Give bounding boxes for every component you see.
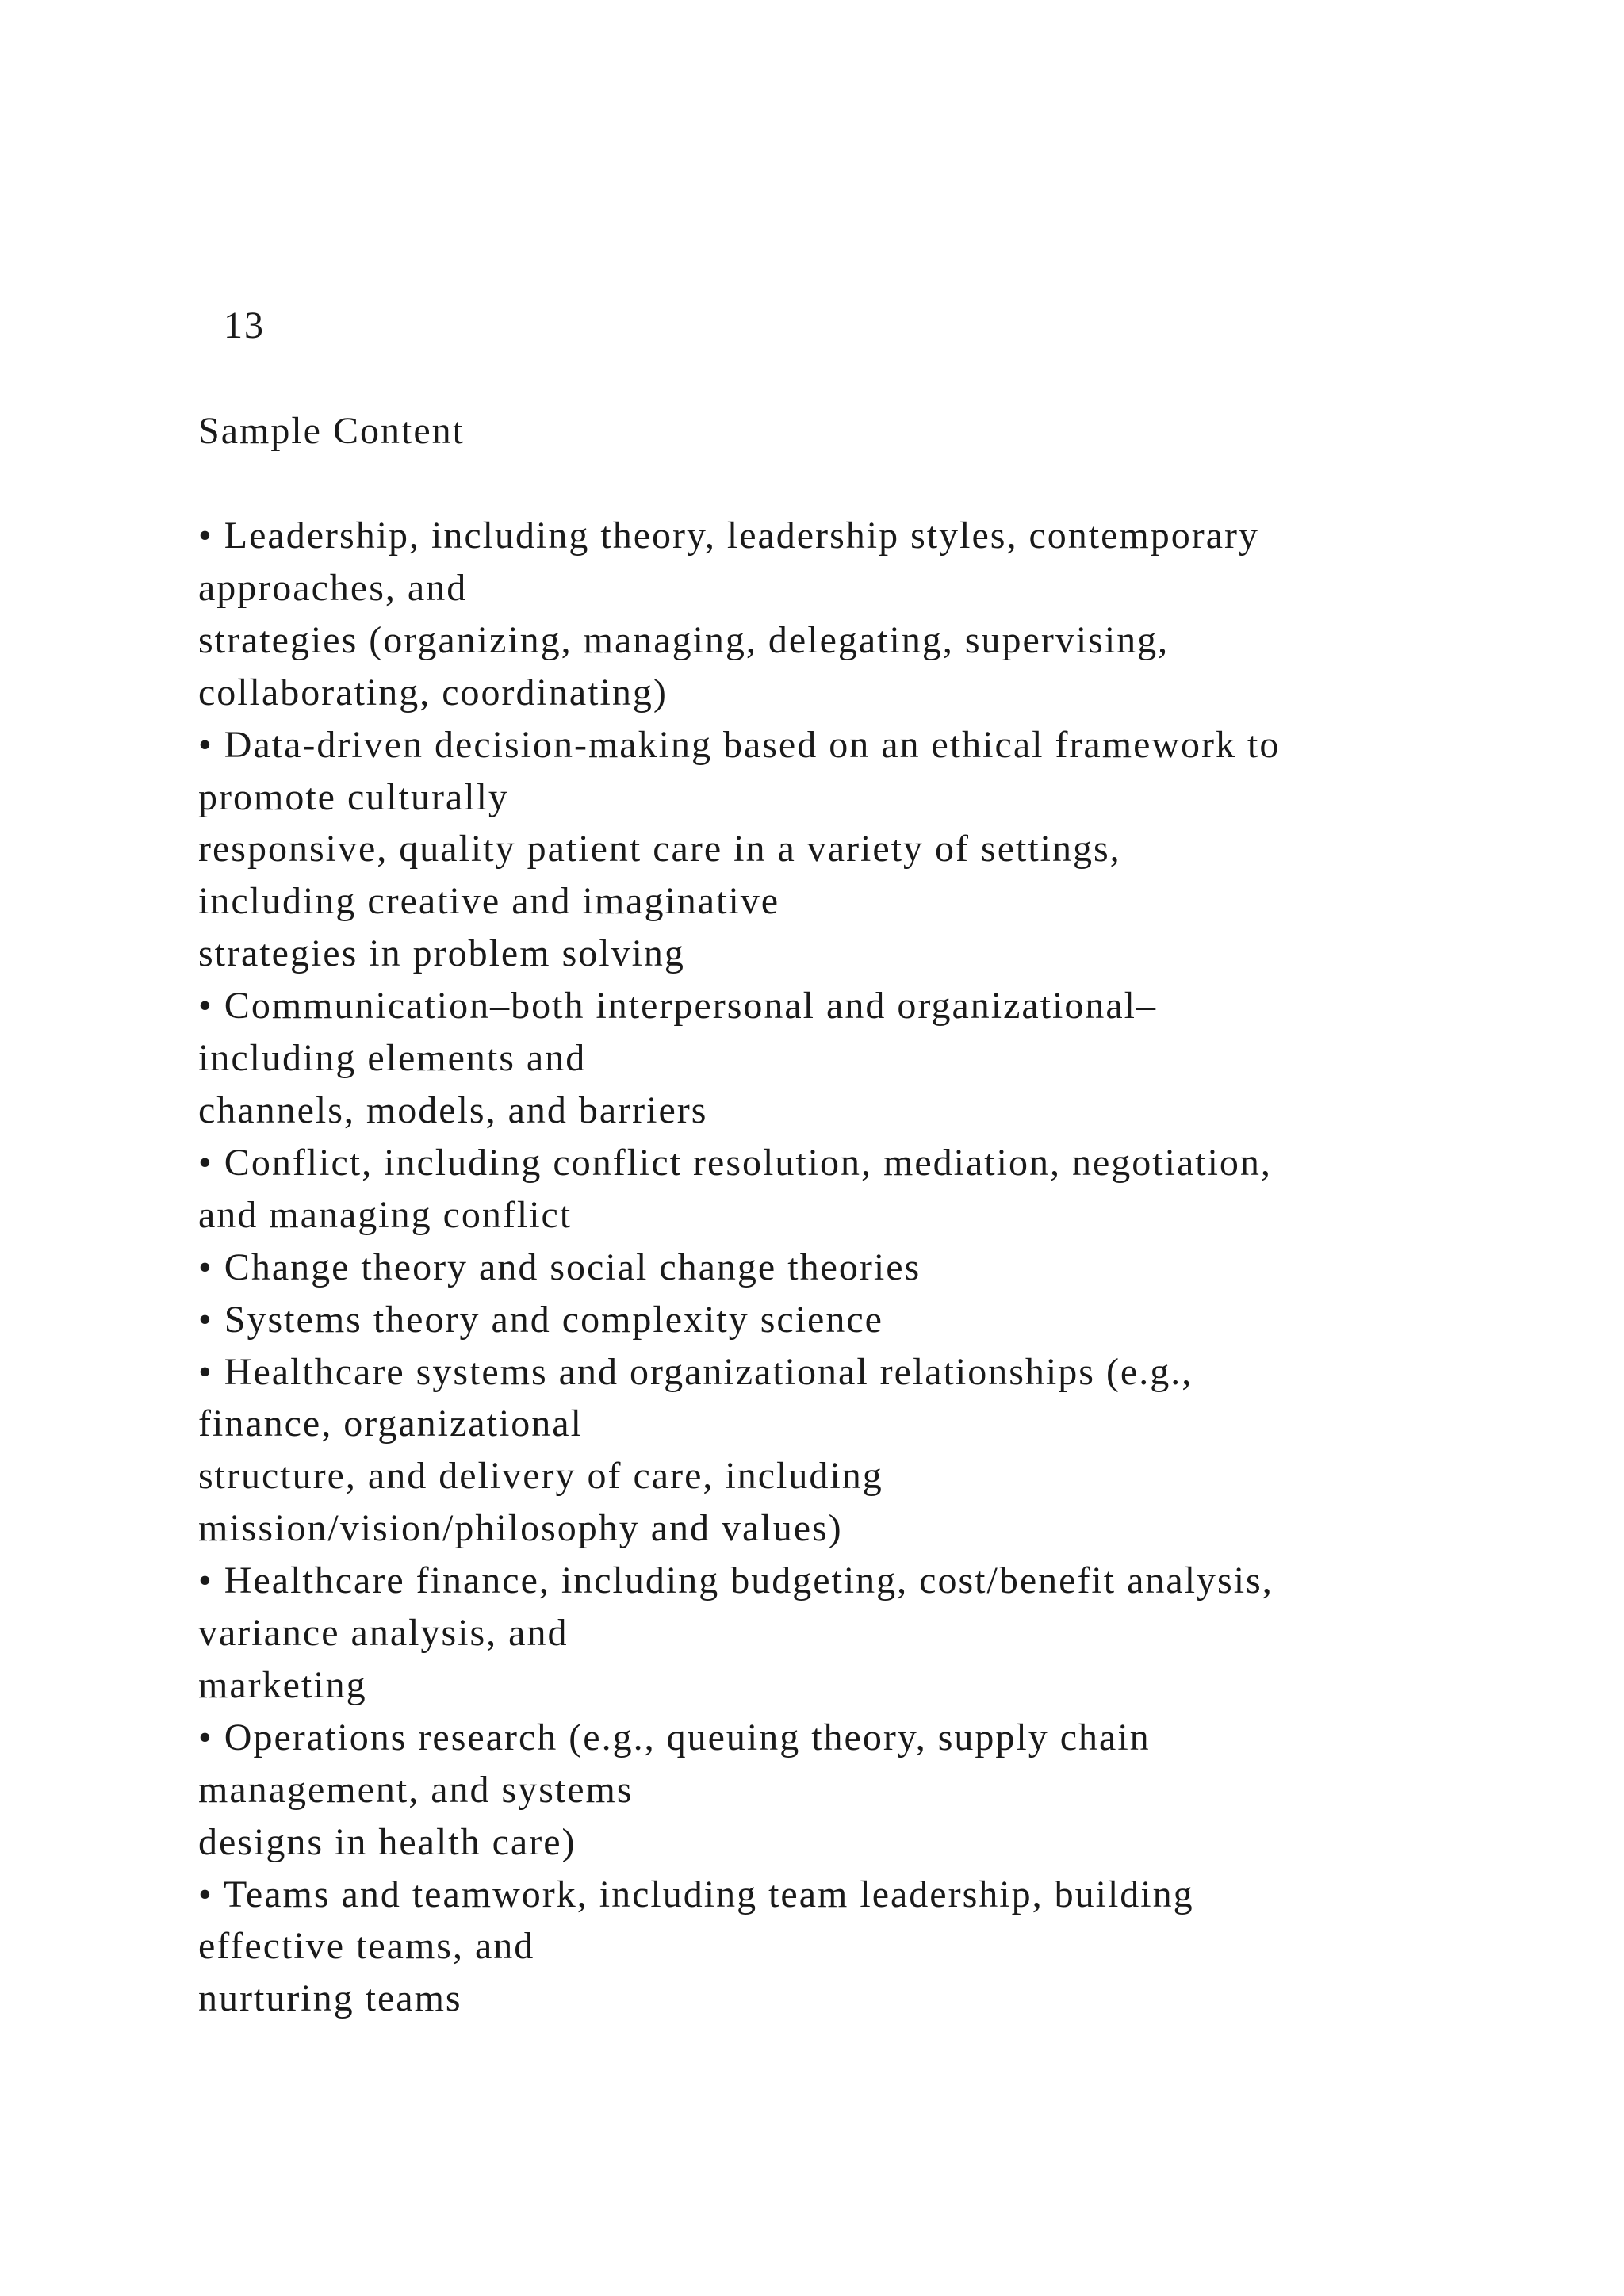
text-line: • Systems theory and complexity science [198,1298,883,1341]
content-body [198,510,1594,2025]
text-line: • Communication–both interpersonal and organizational– [198,985,1157,1027]
text-line: • Healthcare systems and organizational relationships (e.g., [198,1350,1193,1393]
text-line: • Healthcare finance, including budgeting, cost/benefit analysis, [198,1559,1274,1602]
text-line: designs in health care) [198,1820,576,1863]
text-line: marketing [198,1663,367,1706]
text-line: collaborating, coordinating) [198,671,668,714]
text-line: promote culturally [198,775,509,818]
text-line: • Conflict, including conflict resolution, mediation, negotiation, [198,1141,1272,1184]
text-line: variance analysis, and [198,1612,569,1655]
text-line: strategies (organizing, managing, delegating, supervising, [198,618,1170,661]
text-line: and managing conflict [198,1193,573,1236]
text-line: • Leadership, including theory, leadership styles, contemporary [198,515,1259,557]
text-line: • Teams and teamwork, including team leadership, building [198,1873,1194,1915]
text-line: management, and systems [198,1768,634,1811]
text-line: mission/vision/philosophy and values) [198,1507,843,1550]
text-line: approaches, and [198,566,468,609]
text-line: • Change theory and social change theories [198,1246,921,1288]
text-line: strategies in problem solving [198,932,685,975]
text-line: finance, organizational [198,1402,583,1445]
text-line: • Data-driven decision-making based on an ethical framework to [198,723,1281,766]
text-line: responsive, quality patient care in a variety of settings, [198,828,1121,871]
text-line: including elements and [198,1037,587,1080]
page-number: 13 [224,304,265,346]
text-line: • Operations research (e.g., queuing theory, supply chain [198,1716,1151,1758]
text-line: effective teams, and [198,1925,535,1968]
text-line: nurturing teams [198,1977,462,2020]
text-line: channels, models, and barriers [198,1089,708,1131]
section-heading: Sample Content [198,410,465,452]
text-line: structure, and delivery of care, including [198,1455,883,1498]
text-line: including creative and imaginative [198,880,780,923]
